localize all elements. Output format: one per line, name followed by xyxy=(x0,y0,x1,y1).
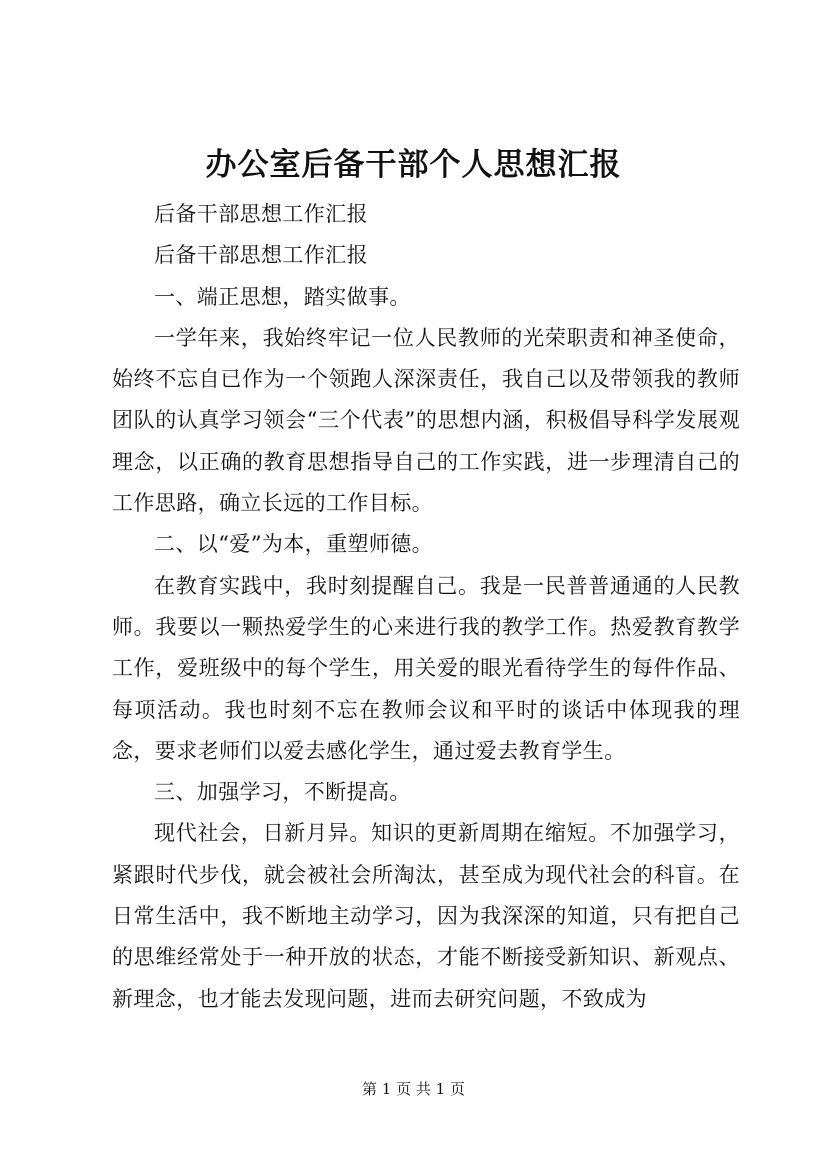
page-number-footer: 第 1 页 共 1 页 xyxy=(362,1080,465,1098)
paragraph-section-2: 在教育实践中，我时刻提醒自己。我是一民普普通通的人民教师。我要以一颗热爱学生的心来进行我的教学工作。热爱教育教学工作，爱班级中的每个学生，用关爱的眼光看待学生的每件作品、每项活动。我也时刻不忘在教师会议和平时的谈话中体现我的理念，要求老师们以爱去感化学生，通过爱去教育学生。 xyxy=(112,573,740,763)
paragraph-section-3: 现代社会，日新月异。知识的更新周期在缩短。不加强学习，紧跟时代步伐，就会被社会所淘汰，甚至成为现代社会的科盲。在日常生活中，我不断地主动学习，因为我深深的知道，只有把自己的思维经常处于一种开放的状态，才能不断接受新知识、新观点、新理念，也才能去发现问题，进而去研究问题，不致成为 xyxy=(112,821,740,1011)
document-body xyxy=(112,194,740,1020)
section-heading-3: 三、加强学习，不断提高。 xyxy=(154,780,411,805)
document-title: 办公室后备干部个人思想汇报 xyxy=(205,147,622,183)
paragraph-section-1: 一学年来，我始终牢记一位人民教师的光荣职责和神圣使命，始终不忘自已作为一个领跑人深深责任，我自己以及带领我的教师团队的认真学习领会“三个代表”的思想内涵，积极倡导科学发展观理念，以正确的教育思想指导自己的工作实践，进一步理清自己的工作思路，确立长远的工作目标。 xyxy=(112,325,740,516)
paragraph-subtitle-1: 后备干部思想工作汇报 xyxy=(154,202,368,226)
section-heading-1: 一、端正思想，踏实做事。 xyxy=(154,284,411,309)
section-heading-2: 二、以“爱”为本，重塑师德。 xyxy=(154,532,434,557)
paragraph-subtitle-2: 后备干部思想工作汇报 xyxy=(154,243,368,268)
